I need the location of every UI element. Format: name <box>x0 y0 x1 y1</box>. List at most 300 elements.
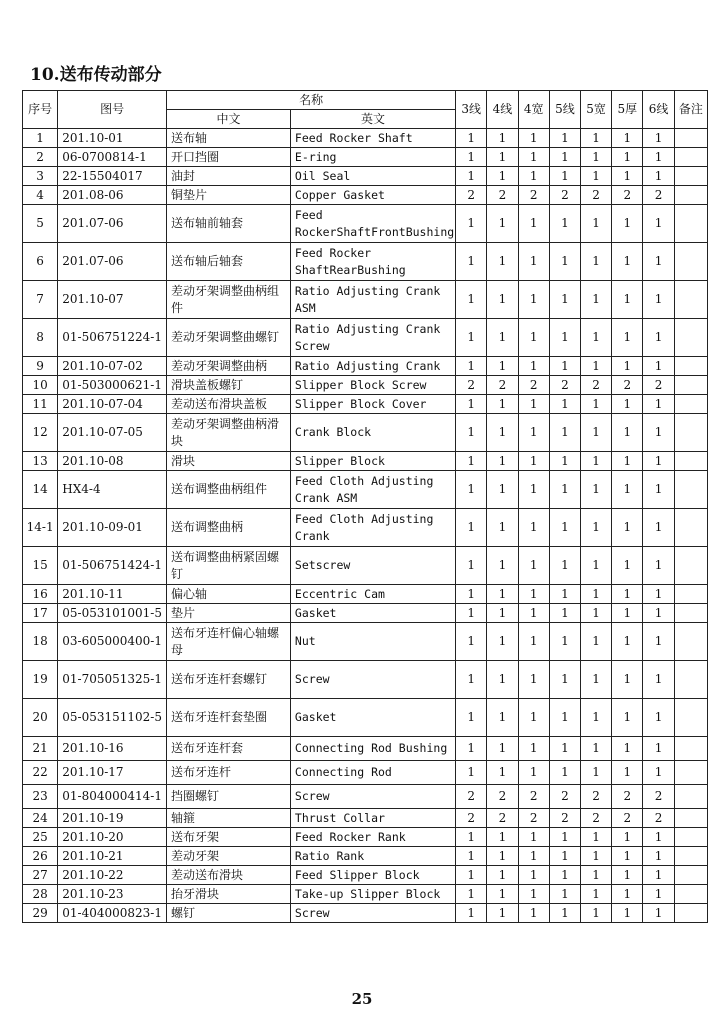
part-number: 201.10-17 <box>58 761 167 785</box>
quantity-cell: 1 <box>549 847 580 866</box>
quantity-cell: 1 <box>581 661 612 699</box>
chinese-name: 送布牙连杆套垫圈 <box>167 699 291 737</box>
chinese-name: 送布牙连杆套螺钉 <box>167 661 291 699</box>
row-number: 12 <box>23 414 58 452</box>
remark-cell <box>674 547 707 585</box>
quantity-cell: 1 <box>643 847 674 866</box>
table-row <box>23 661 708 699</box>
quantity-cell: 1 <box>487 148 518 167</box>
quantity-cell: 1 <box>518 604 549 623</box>
quantity-cell: 1 <box>549 623 580 661</box>
remark-cell <box>674 186 707 205</box>
english-name: Ratio Adjusting Crank Screw <box>290 319 455 357</box>
table-row <box>23 471 708 509</box>
quantity-cell: 1 <box>643 904 674 923</box>
part-number: 201.10-09-01 <box>58 509 167 547</box>
quantity-cell: 1 <box>487 243 518 281</box>
quantity-cell: 1 <box>456 205 487 243</box>
chinese-name: 垫片 <box>167 604 291 623</box>
part-number: 201.07-06 <box>58 205 167 243</box>
quantity-cell: 2 <box>549 376 580 395</box>
quantity-cell: 1 <box>456 319 487 357</box>
quantity-cell: 1 <box>612 205 643 243</box>
quantity-cell: 2 <box>612 785 643 809</box>
quantity-cell: 1 <box>581 243 612 281</box>
quantity-cell: 2 <box>549 809 580 828</box>
quantity-cell: 1 <box>487 828 518 847</box>
table-row <box>23 699 708 737</box>
row-number: 25 <box>23 828 58 847</box>
quantity-cell: 1 <box>487 547 518 585</box>
remark-cell <box>674 452 707 471</box>
quantity-cell: 1 <box>612 761 643 785</box>
remark-cell <box>674 319 707 357</box>
quantity-cell: 1 <box>487 585 518 604</box>
quantity-cell: 1 <box>456 847 487 866</box>
quantity-cell: 1 <box>456 904 487 923</box>
chinese-name: 轴箍 <box>167 809 291 828</box>
quantity-cell: 1 <box>581 866 612 885</box>
quantity-cell: 1 <box>643 471 674 509</box>
quantity-cell: 1 <box>643 585 674 604</box>
chinese-name: 偏心轴 <box>167 585 291 604</box>
chinese-name: 挡圈螺钉 <box>167 785 291 809</box>
english-name: Gasket <box>290 699 455 737</box>
row-number: 7 <box>23 281 58 319</box>
part-number: 201.10-19 <box>58 809 167 828</box>
quantity-cell: 1 <box>612 661 643 699</box>
quantity-cell: 1 <box>612 414 643 452</box>
quantity-cell: 1 <box>518 661 549 699</box>
quantity-cell: 1 <box>612 547 643 585</box>
quantity-cell: 1 <box>456 395 487 414</box>
row-number: 27 <box>23 866 58 885</box>
quantity-cell: 1 <box>643 866 674 885</box>
quantity-cell: 1 <box>549 866 580 885</box>
quantity-cell: 1 <box>612 357 643 376</box>
quantity-cell: 1 <box>581 547 612 585</box>
header-model-5-line: 5线 <box>549 91 580 129</box>
chinese-name: 送布轴后轴套 <box>167 243 291 281</box>
quantity-cell: 1 <box>581 319 612 357</box>
quantity-cell: 1 <box>456 661 487 699</box>
chinese-name: 送布牙连杆 <box>167 761 291 785</box>
table-row <box>23 737 708 761</box>
quantity-cell: 2 <box>518 785 549 809</box>
quantity-cell: 1 <box>549 129 580 148</box>
quantity-cell: 1 <box>549 547 580 585</box>
quantity-cell: 1 <box>549 585 580 604</box>
part-number: 201.07-06 <box>58 243 167 281</box>
quantity-cell: 1 <box>581 509 612 547</box>
table-row <box>23 319 708 357</box>
quantity-cell: 1 <box>456 167 487 186</box>
remark-cell <box>674 376 707 395</box>
quantity-cell: 1 <box>456 604 487 623</box>
quantity-cell: 1 <box>549 395 580 414</box>
quantity-cell: 1 <box>487 167 518 186</box>
quantity-cell: 1 <box>643 452 674 471</box>
quantity-cell: 1 <box>518 509 549 547</box>
english-name: Slipper Block Cover <box>290 395 455 414</box>
quantity-cell: 1 <box>581 395 612 414</box>
part-number: 201.10-22 <box>58 866 167 885</box>
chinese-name: 送布牙连杆偏心轴螺母 <box>167 623 291 661</box>
quantity-cell: 1 <box>518 452 549 471</box>
quantity-cell: 1 <box>487 395 518 414</box>
quantity-cell: 1 <box>456 471 487 509</box>
table-row <box>23 847 708 866</box>
quantity-cell: 1 <box>487 509 518 547</box>
table-row <box>23 395 708 414</box>
part-number: 201.10-21 <box>58 847 167 866</box>
quantity-cell: 1 <box>518 319 549 357</box>
quantity-cell: 1 <box>581 828 612 847</box>
english-name: Connecting Rod Bushing <box>290 737 455 761</box>
part-number: HX4-4 <box>58 471 167 509</box>
quantity-cell: 1 <box>612 148 643 167</box>
quantity-cell: 1 <box>643 357 674 376</box>
quantity-cell: 1 <box>612 509 643 547</box>
chinese-name: 差动送布滑块 <box>167 866 291 885</box>
row-number: 23 <box>23 785 58 809</box>
quantity-cell: 2 <box>581 376 612 395</box>
english-name: Gasket <box>290 604 455 623</box>
header-chinese-name: 中文 <box>167 110 291 129</box>
quantity-cell: 1 <box>612 395 643 414</box>
row-number: 10 <box>23 376 58 395</box>
part-number: 22-15504017 <box>58 167 167 186</box>
quantity-cell: 1 <box>612 623 643 661</box>
quantity-cell: 1 <box>549 319 580 357</box>
quantity-cell: 1 <box>518 623 549 661</box>
quantity-cell: 1 <box>581 414 612 452</box>
quantity-cell: 1 <box>518 471 549 509</box>
quantity-cell: 1 <box>612 847 643 866</box>
quantity-cell: 1 <box>487 623 518 661</box>
table-row <box>23 452 708 471</box>
part-number: 201.10-07 <box>58 281 167 319</box>
english-name: Feed Rocker Shaft <box>290 129 455 148</box>
quantity-cell: 1 <box>549 205 580 243</box>
quantity-cell: 1 <box>487 129 518 148</box>
quantity-cell: 1 <box>581 452 612 471</box>
quantity-cell: 1 <box>549 471 580 509</box>
quantity-cell: 1 <box>549 357 580 376</box>
quantity-cell: 1 <box>456 828 487 847</box>
table-row <box>23 585 708 604</box>
quantity-cell: 1 <box>581 167 612 186</box>
english-name: Oil Seal <box>290 167 455 186</box>
remark-cell <box>674 471 707 509</box>
quantity-cell: 1 <box>643 281 674 319</box>
english-name: Feed Rocker ShaftRearBushing <box>290 243 455 281</box>
part-number: 03-605000400-1 <box>58 623 167 661</box>
table-row <box>23 243 708 281</box>
header-model-5-thick: 5厚 <box>612 91 643 129</box>
quantity-cell: 1 <box>487 885 518 904</box>
quantity-cell: 1 <box>487 866 518 885</box>
quantity-cell: 2 <box>487 809 518 828</box>
remark-cell <box>674 661 707 699</box>
quantity-cell: 1 <box>487 737 518 761</box>
chinese-name: 滑块 <box>167 452 291 471</box>
quantity-cell: 2 <box>549 186 580 205</box>
quantity-cell: 2 <box>518 376 549 395</box>
quantity-cell: 1 <box>643 395 674 414</box>
quantity-cell: 1 <box>518 866 549 885</box>
remark-cell <box>674 395 707 414</box>
header-remark: 备注 <box>674 91 707 129</box>
quantity-cell: 1 <box>518 828 549 847</box>
quantity-cell: 1 <box>643 319 674 357</box>
part-number: 06-0700814-1 <box>58 148 167 167</box>
remark-cell <box>674 699 707 737</box>
quantity-cell: 1 <box>581 148 612 167</box>
row-number: 14-1 <box>23 509 58 547</box>
page-number: 25 <box>351 990 373 1008</box>
english-name: Crank Block <box>290 414 455 452</box>
english-name: Feed RockerShaftFrontBushing <box>290 205 455 243</box>
chinese-name: 螺钉 <box>167 904 291 923</box>
chinese-name: 铜垫片 <box>167 186 291 205</box>
quantity-cell: 1 <box>518 281 549 319</box>
english-name: Screw <box>290 661 455 699</box>
remark-cell <box>674 205 707 243</box>
quantity-cell: 1 <box>612 885 643 904</box>
quantity-cell: 1 <box>581 885 612 904</box>
quantity-cell: 1 <box>581 471 612 509</box>
quantity-cell: 1 <box>518 904 549 923</box>
quantity-cell: 1 <box>487 205 518 243</box>
english-name: Feed Slipper Block <box>290 866 455 885</box>
quantity-cell: 1 <box>487 847 518 866</box>
english-name: Thrust Collar <box>290 809 455 828</box>
quantity-cell: 2 <box>549 785 580 809</box>
quantity-cell: 1 <box>581 737 612 761</box>
chinese-name: 送布调整曲柄 <box>167 509 291 547</box>
header-model-4-wide: 4宽 <box>518 91 549 129</box>
part-number: 201.10-07-02 <box>58 357 167 376</box>
quantity-cell: 1 <box>518 395 549 414</box>
quantity-cell: 1 <box>518 885 549 904</box>
quantity-cell: 1 <box>643 737 674 761</box>
part-number: 201.10-07-05 <box>58 414 167 452</box>
chinese-name: 送布轴 <box>167 129 291 148</box>
row-number: 17 <box>23 604 58 623</box>
quantity-cell: 1 <box>487 699 518 737</box>
row-number: 26 <box>23 847 58 866</box>
row-number: 1 <box>23 129 58 148</box>
header-model-5-wide: 5宽 <box>581 91 612 129</box>
quantity-cell: 1 <box>518 585 549 604</box>
quantity-cell: 1 <box>549 452 580 471</box>
quantity-cell: 1 <box>612 129 643 148</box>
quantity-cell: 2 <box>643 785 674 809</box>
quantity-cell: 1 <box>643 148 674 167</box>
part-number: 201.10-16 <box>58 737 167 761</box>
table-row <box>23 809 708 828</box>
part-number: 201.10-08 <box>58 452 167 471</box>
quantity-cell: 2 <box>456 376 487 395</box>
quantity-cell: 2 <box>456 186 487 205</box>
quantity-cell: 1 <box>456 585 487 604</box>
quantity-cell: 1 <box>643 885 674 904</box>
quantity-cell: 1 <box>612 452 643 471</box>
quantity-cell: 1 <box>549 737 580 761</box>
row-number: 21 <box>23 737 58 761</box>
quantity-cell: 1 <box>612 828 643 847</box>
remark-cell <box>674 866 707 885</box>
quantity-cell: 1 <box>518 357 549 376</box>
table-row <box>23 357 708 376</box>
quantity-cell: 1 <box>487 414 518 452</box>
quantity-cell: 1 <box>456 357 487 376</box>
quantity-cell: 1 <box>643 699 674 737</box>
quantity-cell: 1 <box>456 699 487 737</box>
chinese-name: 滑块盖板螺钉 <box>167 376 291 395</box>
table-row <box>23 904 708 923</box>
part-number: 01-503000621-1 <box>58 376 167 395</box>
chinese-name: 差动牙架调整曲柄滑块 <box>167 414 291 452</box>
chinese-name: 差动牙架 <box>167 847 291 866</box>
part-number: 201.10-01 <box>58 129 167 148</box>
quantity-cell: 1 <box>487 761 518 785</box>
english-name: Feed Rocker Rank <box>290 828 455 847</box>
quantity-cell: 1 <box>612 167 643 186</box>
quantity-cell: 1 <box>581 904 612 923</box>
table-row <box>23 281 708 319</box>
header-part-no: 图号 <box>58 91 167 129</box>
quantity-cell: 1 <box>643 661 674 699</box>
remark-cell <box>674 604 707 623</box>
table-row <box>23 604 708 623</box>
table-row <box>23 414 708 452</box>
quantity-cell: 2 <box>612 809 643 828</box>
quantity-cell: 1 <box>456 243 487 281</box>
english-name: Ratio Rank <box>290 847 455 866</box>
quantity-cell: 2 <box>643 809 674 828</box>
quantity-cell: 1 <box>549 243 580 281</box>
remark-cell <box>674 129 707 148</box>
row-number: 20 <box>23 699 58 737</box>
chinese-name: 送布牙连杆套 <box>167 737 291 761</box>
remark-cell <box>674 148 707 167</box>
chinese-name: 差动送布滑块盖板 <box>167 395 291 414</box>
header-model-3-line: 3线 <box>456 91 487 129</box>
table-row <box>23 186 708 205</box>
quantity-cell: 1 <box>487 604 518 623</box>
quantity-cell: 1 <box>518 847 549 866</box>
quantity-cell: 1 <box>612 737 643 761</box>
part-number: 01-506751224-1 <box>58 319 167 357</box>
quantity-cell: 1 <box>518 737 549 761</box>
table-row <box>23 148 708 167</box>
row-number: 8 <box>23 319 58 357</box>
remark-cell <box>674 167 707 186</box>
english-name: Slipper Block Screw <box>290 376 455 395</box>
english-name: Slipper Block <box>290 452 455 471</box>
quantity-cell: 1 <box>643 761 674 785</box>
chinese-name: 差动牙架调整曲螺钉 <box>167 319 291 357</box>
part-number: 01-705051325-1 <box>58 661 167 699</box>
chinese-name: 送布调整曲柄紧固螺钉 <box>167 547 291 585</box>
table-row <box>23 547 708 585</box>
quantity-cell: 2 <box>612 376 643 395</box>
part-number: 01-804000414-1 <box>58 785 167 809</box>
quantity-cell: 1 <box>518 547 549 585</box>
row-number: 16 <box>23 585 58 604</box>
quantity-cell: 1 <box>549 761 580 785</box>
quantity-cell: 1 <box>487 661 518 699</box>
header-english-name: 英文 <box>290 110 455 129</box>
quantity-cell: 1 <box>456 148 487 167</box>
quantity-cell: 1 <box>487 281 518 319</box>
english-name: Nut <box>290 623 455 661</box>
table-row <box>23 828 708 847</box>
remark-cell <box>674 357 707 376</box>
quantity-cell: 1 <box>581 281 612 319</box>
header-model-4-line: 4线 <box>487 91 518 129</box>
remark-cell <box>674 904 707 923</box>
quantity-cell: 2 <box>487 186 518 205</box>
row-number: 13 <box>23 452 58 471</box>
english-name: Screw <box>290 785 455 809</box>
english-name: Connecting Rod <box>290 761 455 785</box>
quantity-cell: 1 <box>581 699 612 737</box>
quantity-cell: 2 <box>518 186 549 205</box>
quantity-cell: 1 <box>612 319 643 357</box>
quantity-cell: 1 <box>518 699 549 737</box>
quantity-cell: 2 <box>456 785 487 809</box>
chinese-name: 抬牙滑块 <box>167 885 291 904</box>
row-number: 24 <box>23 809 58 828</box>
quantity-cell: 2 <box>487 376 518 395</box>
quantity-cell: 2 <box>581 809 612 828</box>
quantity-cell: 1 <box>518 243 549 281</box>
part-number: 05-053151102-5 <box>58 699 167 737</box>
table-row <box>23 885 708 904</box>
quantity-cell: 1 <box>581 623 612 661</box>
part-number: 01-506751424-1 <box>58 547 167 585</box>
table-row <box>23 129 708 148</box>
part-number: 05-053101001-5 <box>58 604 167 623</box>
remark-cell <box>674 785 707 809</box>
quantity-cell: 1 <box>456 129 487 148</box>
quantity-cell: 1 <box>456 281 487 319</box>
quantity-cell: 1 <box>643 243 674 281</box>
quantity-cell: 1 <box>612 699 643 737</box>
row-number: 14 <box>23 471 58 509</box>
quantity-cell: 1 <box>549 661 580 699</box>
header-name: 名称 <box>167 91 456 110</box>
quantity-cell: 1 <box>612 604 643 623</box>
quantity-cell: 1 <box>456 623 487 661</box>
quantity-cell: 1 <box>518 761 549 785</box>
quantity-cell: 1 <box>643 623 674 661</box>
table-row <box>23 167 708 186</box>
quantity-cell: 1 <box>487 357 518 376</box>
chinese-name: 送布牙架 <box>167 828 291 847</box>
english-name: Eccentric Cam <box>290 585 455 604</box>
quantity-cell: 1 <box>518 148 549 167</box>
quantity-cell: 1 <box>612 866 643 885</box>
quantity-cell: 1 <box>456 509 487 547</box>
remark-cell <box>674 809 707 828</box>
quantity-cell: 1 <box>643 167 674 186</box>
quantity-cell: 2 <box>581 785 612 809</box>
table-row <box>23 205 708 243</box>
